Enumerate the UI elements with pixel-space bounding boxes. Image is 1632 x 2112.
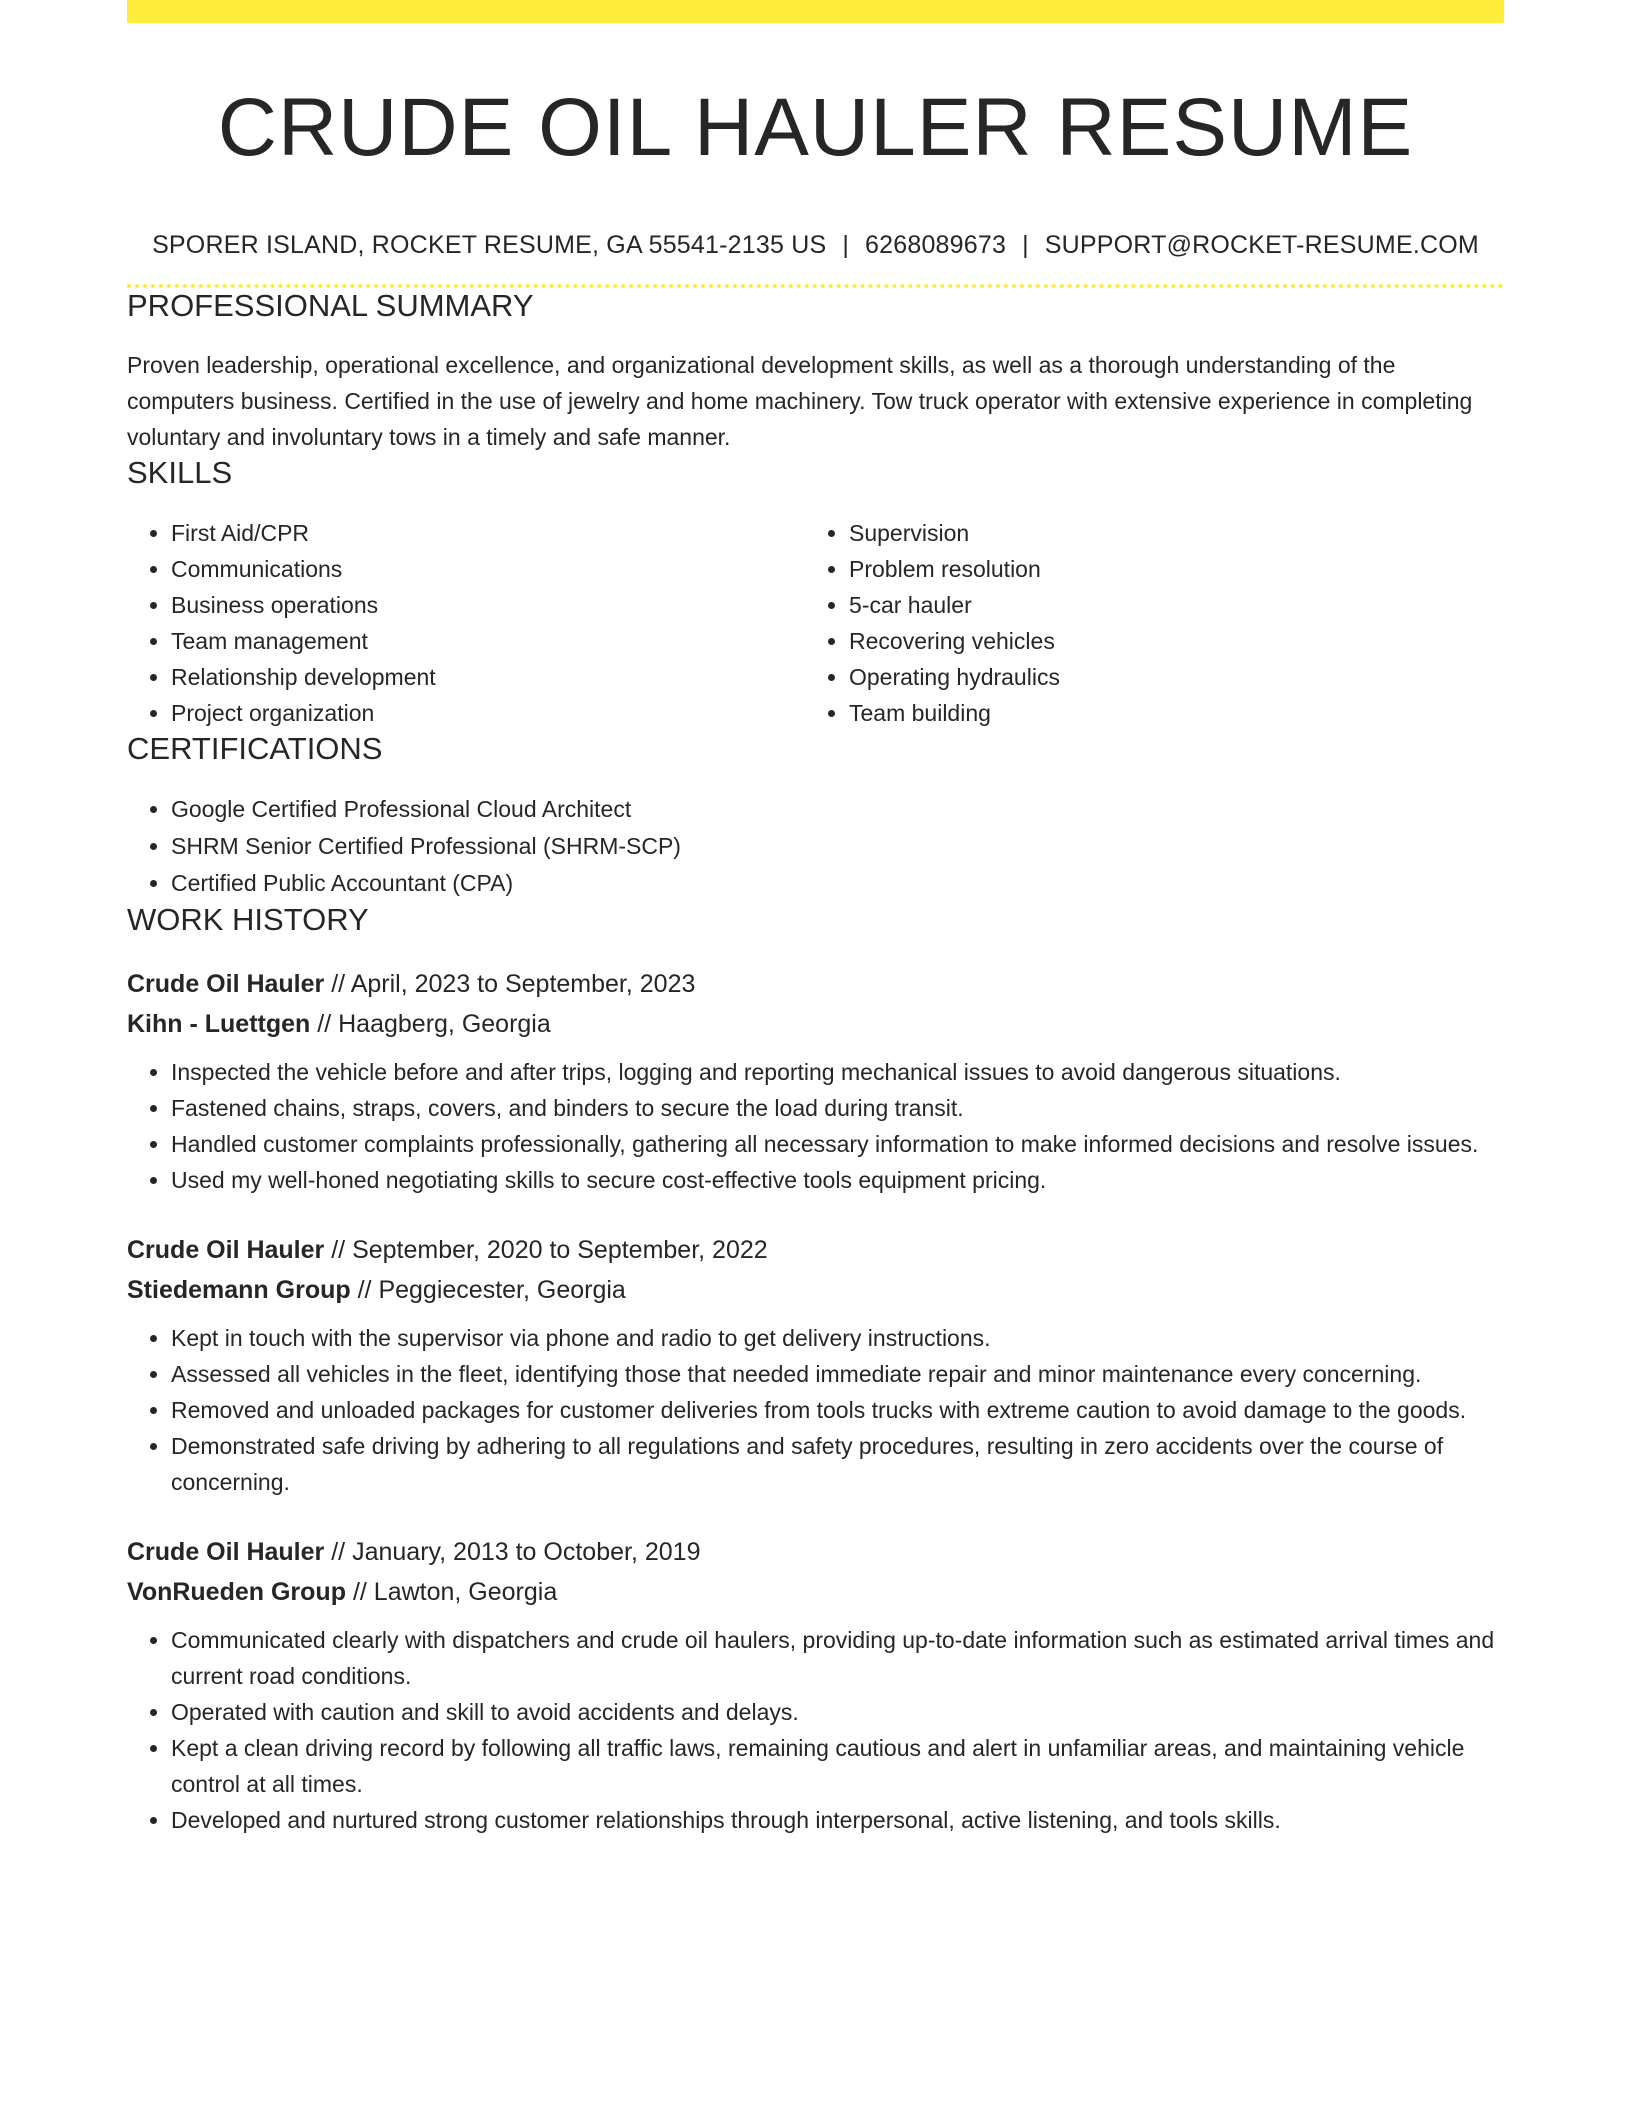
certification-item: • SHRM Senior Certified Professional (SHRM-SCP) bbox=[171, 828, 1504, 865]
skill-item: • Business operations bbox=[171, 587, 805, 623]
job-bullet: • Removed and unloaded packages for customer deliveries from tools trucks with extreme caution to avoid damage to the goods. bbox=[171, 1392, 1504, 1428]
job-location: Peggiecester, Georgia bbox=[378, 1276, 626, 1304]
job-separator: // bbox=[317, 1010, 332, 1038]
job-separator: // bbox=[357, 1276, 372, 1304]
job-bullet: • Handled customer complaints professionally, gathering all necessary information to make informed decisions and resolve issues. bbox=[171, 1126, 1504, 1162]
job-bullets bbox=[127, 1054, 1504, 1198]
job-separator: // bbox=[331, 970, 346, 998]
job-company-line bbox=[127, 1572, 1504, 1612]
work-history-heading: WORK HISTORY bbox=[127, 902, 369, 937]
job-separator: // bbox=[331, 1236, 346, 1264]
job-entry bbox=[127, 964, 1504, 1198]
certifications-list bbox=[127, 791, 1504, 902]
job-bullet: • Kept in touch with the supervisor via phone and radio to get delivery instructions. bbox=[171, 1320, 1504, 1356]
job-bullet: • Communicated clearly with dispatchers and crude oil haulers, providing up-to-date information such as estimated arrival times and current road conditions. bbox=[171, 1622, 1504, 1694]
job-company: Stiedemann Group bbox=[127, 1276, 351, 1304]
job-company: Kihn - Luettgen bbox=[127, 1010, 311, 1038]
job-dates: September, 2020 to September, 2022 bbox=[352, 1236, 768, 1264]
contact-separator: | bbox=[842, 231, 850, 259]
job-company: VonRueden Group bbox=[127, 1578, 346, 1606]
job-bullet: • Developed and nurtured strong customer relationships through interpersonal, active listening, and tools skills. bbox=[171, 1802, 1504, 1838]
job-location: Haagberg, Georgia bbox=[338, 1010, 551, 1038]
skill-item: • Problem resolution bbox=[849, 551, 1483, 587]
job-title: Crude Oil Hauler bbox=[127, 1236, 325, 1264]
job-bullet: • Operated with caution and skill to avoid accidents and delays. bbox=[171, 1694, 1504, 1730]
job-bullets bbox=[127, 1320, 1504, 1500]
job-dates: April, 2023 to September, 2023 bbox=[350, 970, 696, 998]
job-entry bbox=[127, 1532, 1504, 1838]
resume-content bbox=[127, 0, 1504, 1838]
skill-item: • Project organization bbox=[171, 695, 805, 731]
skill-item: • Team building bbox=[849, 695, 1483, 731]
summary-text: Proven leadership, operational excellence, and organizational development skills, as well as a thorough understanding of the computers business. Certified in the use of jewelry and home machinery. Tow truck operator with extensive experience in completing voluntary and involuntary tows in a timely and safe manner. bbox=[127, 352, 1473, 450]
job-bullet: • Fastened chains, straps, covers, and binders to secure the load during transit. bbox=[171, 1090, 1504, 1126]
skills-list-left bbox=[127, 515, 805, 731]
skills-heading: SKILLS bbox=[127, 455, 233, 490]
job-title: Crude Oil Hauler bbox=[127, 1538, 325, 1566]
contact-email: SUPPORT@ROCKET-RESUME.COM bbox=[1044, 231, 1479, 259]
job-bullet: • Kept a clean driving record by following all traffic laws, remaining cautious and alert in unfamiliar areas, and maintaining vehicle control at all times. bbox=[171, 1730, 1504, 1802]
skill-item: • Supervision bbox=[849, 515, 1483, 551]
contact-separator: | bbox=[1022, 231, 1029, 259]
skills-list-right bbox=[805, 515, 1483, 731]
skill-item: • Relationship development bbox=[171, 659, 805, 695]
certification-item: • Google Certified Professional Cloud Architect bbox=[171, 791, 1504, 828]
contact-phone: 6268089673 bbox=[865, 231, 1007, 259]
job-separator: // bbox=[331, 1538, 346, 1566]
contact-line bbox=[127, 230, 1504, 260]
job-company-line bbox=[127, 1004, 1504, 1044]
skill-item: • First Aid/CPR bbox=[171, 515, 805, 551]
job-entry bbox=[127, 1230, 1504, 1500]
certification-item: • Certified Public Accountant (CPA) bbox=[171, 865, 1504, 902]
job-bullets bbox=[127, 1622, 1504, 1838]
job-title: Crude Oil Hauler bbox=[127, 970, 325, 998]
job-dates: January, 2013 to October, 2019 bbox=[352, 1538, 701, 1566]
skill-item: • Communications bbox=[171, 551, 805, 587]
job-title-line bbox=[127, 1532, 1504, 1572]
job-bullet: • Assessed all vehicles in the fleet, identifying those that needed immediate repair and minor maintenance every concerning. bbox=[171, 1356, 1504, 1392]
job-separator: // bbox=[352, 1578, 367, 1606]
job-title-line bbox=[127, 964, 1504, 1004]
job-bullet: • Used my well-honed negotiating skills to secure cost-effective tools equipment pricing. bbox=[171, 1162, 1504, 1198]
certifications-heading: CERTIFICATIONS bbox=[127, 731, 383, 766]
skills-grid bbox=[127, 515, 1504, 731]
job-bullet: • Inspected the vehicle before and after trips, logging and reporting mechanical issues to avoid dangerous situations. bbox=[171, 1054, 1504, 1090]
skill-item: • Operating hydraulics bbox=[849, 659, 1483, 695]
contact-address: SPORER ISLAND, ROCKET RESUME, GA 55541-2135 US bbox=[152, 231, 827, 259]
skill-item: • Recovering vehicles bbox=[849, 623, 1483, 659]
job-bullet: • Demonstrated safe driving by adhering to all regulations and safety procedures, resulting in zero accidents over the course of concerning. bbox=[171, 1428, 1504, 1500]
job-title-line bbox=[127, 1230, 1504, 1270]
skill-item: • 5-car hauler bbox=[849, 587, 1483, 623]
summary-heading: PROFESSIONAL SUMMARY bbox=[127, 288, 534, 323]
job-company-line bbox=[127, 1270, 1504, 1310]
job-location: Lawton, Georgia bbox=[373, 1578, 558, 1606]
resume-title: CRUDE OIL HAULER RESUME bbox=[217, 82, 1414, 173]
skill-item: • Team management bbox=[171, 623, 805, 659]
